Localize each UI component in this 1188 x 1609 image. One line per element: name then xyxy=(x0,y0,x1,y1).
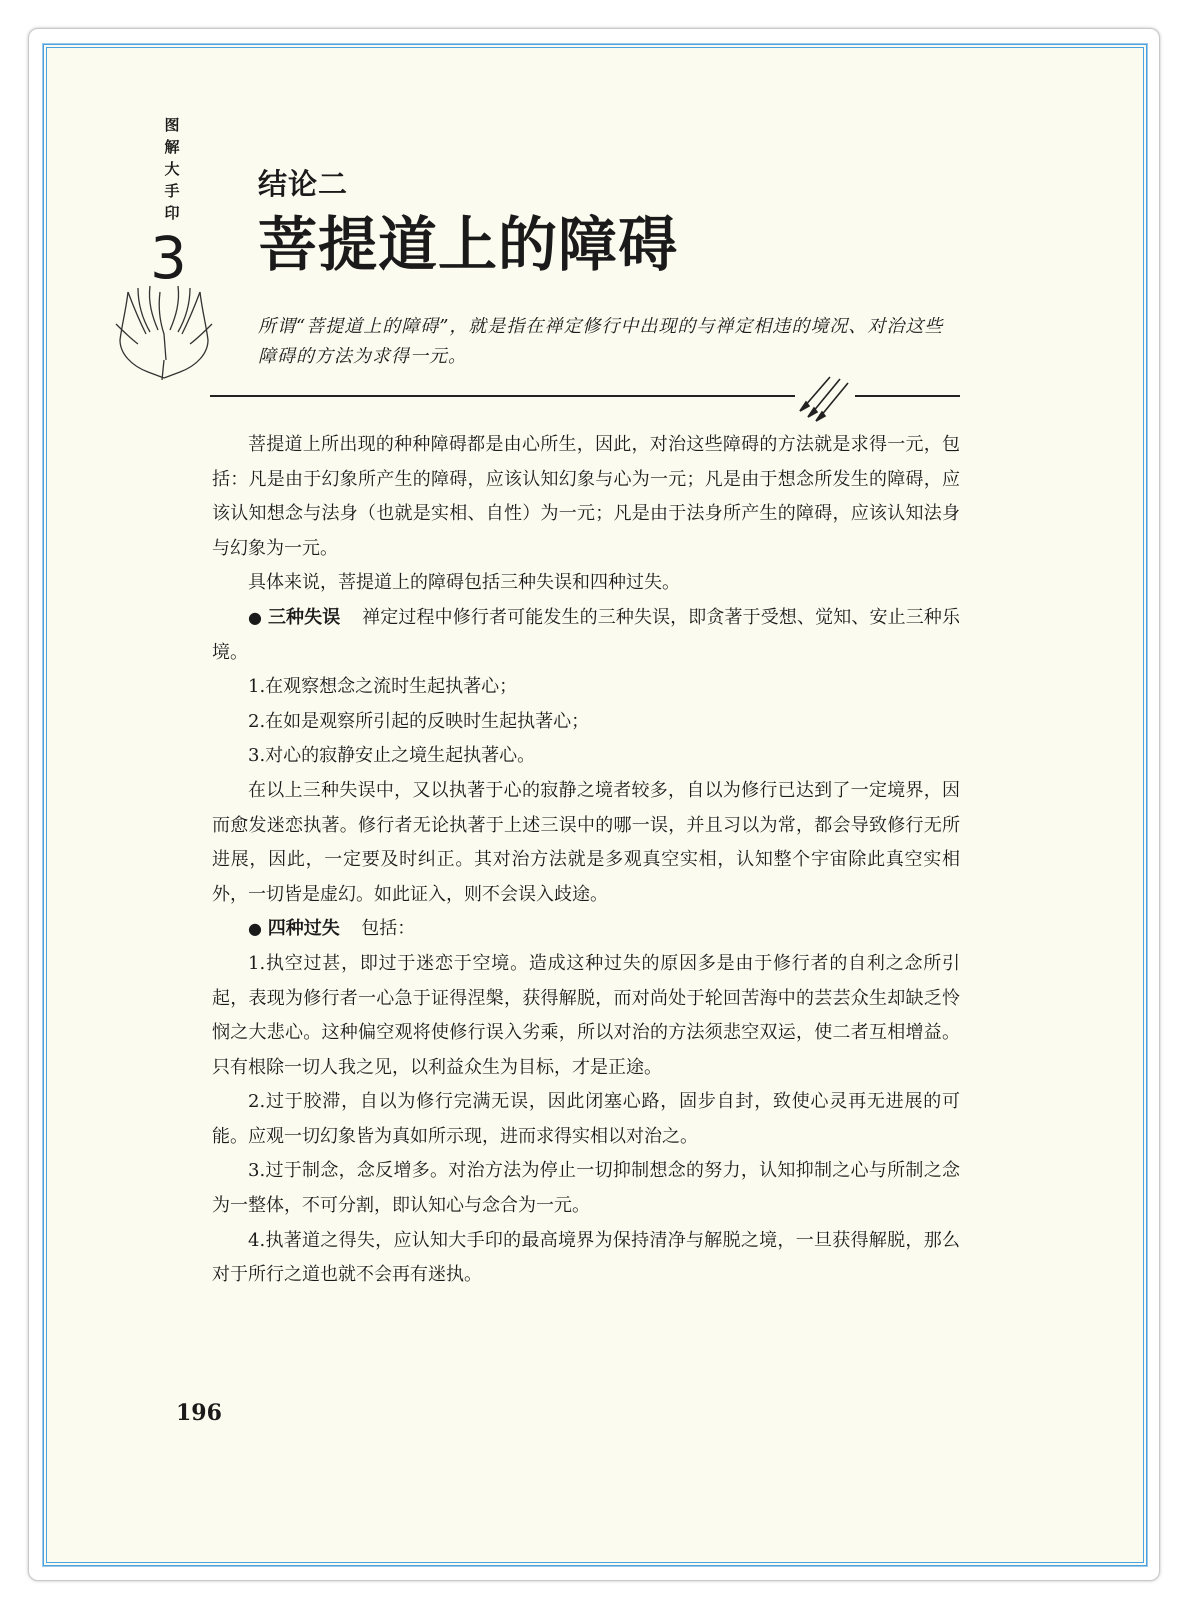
chapter-number: 3 xyxy=(150,224,187,292)
arrows-icon xyxy=(800,377,848,421)
praying-hands-icon xyxy=(108,282,220,380)
bullet-item xyxy=(212,912,960,947)
paragraph: 在以上三种失误中，又以执著于心的寂静之境者较多，自以为修行已达到了一定境界，因而愈发迷恋执著。修行者无论执著于上述三误中的哪一误，并且习以为常，都会导致修行无所进展，因此，一定要及时纠正。其对治方法就是多观真空实相，认知整个宇宙除此真空实相外，一切皆是虚幻。如此证入，则不会误入歧途。 xyxy=(212,779,960,905)
list-item: 1.在观察想念之流时生起执著心； xyxy=(248,676,518,698)
list-item: 3.对心的寂静安止之境生起执著心。 xyxy=(248,745,536,767)
bullet-heading: 四种过失 xyxy=(267,918,340,940)
bullet-icon: ● xyxy=(248,919,262,939)
paragraph: 具体来说，菩提道上的障碍包括三种失误和四种过失。 xyxy=(248,572,680,594)
paragraph: 菩提道上所出现的种种障碍都是由心所生，因此，对治这些障碍的方法就是求得一元，包括：凡是由于幻象所产生的障碍，应该认知幻象与心为一元；凡是由于想念所发生的障碍，应该认知想念与法身（也就是实相、自性）为一元；凡是由于法身所产生的障碍，应该认知法身与幻象为一元。 xyxy=(212,434,960,559)
book-title-vertical: 图解大手印 xyxy=(164,116,180,222)
page-number: 196 xyxy=(176,1400,222,1426)
divider-with-arrows xyxy=(210,373,960,423)
list-item: 2.过于胶滞，自以为修行完满无误，因此闭塞心路，固步自封，致使心灵再无进展的可能。应观一切幻象皆为真如所示现，进而求得实相以对治之。 xyxy=(212,1091,960,1147)
list-item: 4.执著道之得失，应认知大手印的最高境界为保持清净与解脱之境，一旦获得解脱，那么对于所行之道也就不会再有迷执。 xyxy=(212,1229,960,1286)
section-subtitle: 结论二 xyxy=(258,167,349,201)
intro-text: 所谓“菩提道上的障碍”，就是指在禅定修行中出现的与禅定相违的境况、对治这些障碍的方法为求得一元。 xyxy=(258,316,944,367)
bullet-icon: ● xyxy=(248,607,263,627)
list-item: 3.过于制念，念反增多。对治方法为停止一切抑制想念的努力，认知抑制之心与所制之念为一整体，不可分割，即认知心与念合为一元。 xyxy=(212,1160,960,1217)
body-text xyxy=(212,428,960,1293)
page-title: 菩提道上的障碍 xyxy=(258,210,679,279)
bullet-heading: 三种失误 xyxy=(267,606,341,628)
list-item: 2.在如是观察所引起的反映时生起执著心； xyxy=(248,710,590,732)
list-item: 1.执空过甚，即过于迷恋于空境。造成这种过失的原因多是由于修行者的自利之念所引起，表现为修行者一心急于证得涅槃，获得解脱，而对尚处于轮回苦海中的芸芸众生却缺乏怜悯之大悲心。这种偏空观将使修行误入劣乘，所以对治的方法须悲空双运，使二者互相增益。只有根除一切人我之见，以利益众生为目标，才是正途。 xyxy=(212,952,960,1078)
bullet-text: 禅定过程中修行者可能发生的三种失误，即贪著于受想、觉知、安止三种乐境。 xyxy=(212,606,960,663)
bullet-item xyxy=(212,601,960,670)
bullet-text: 包括： xyxy=(361,918,416,940)
